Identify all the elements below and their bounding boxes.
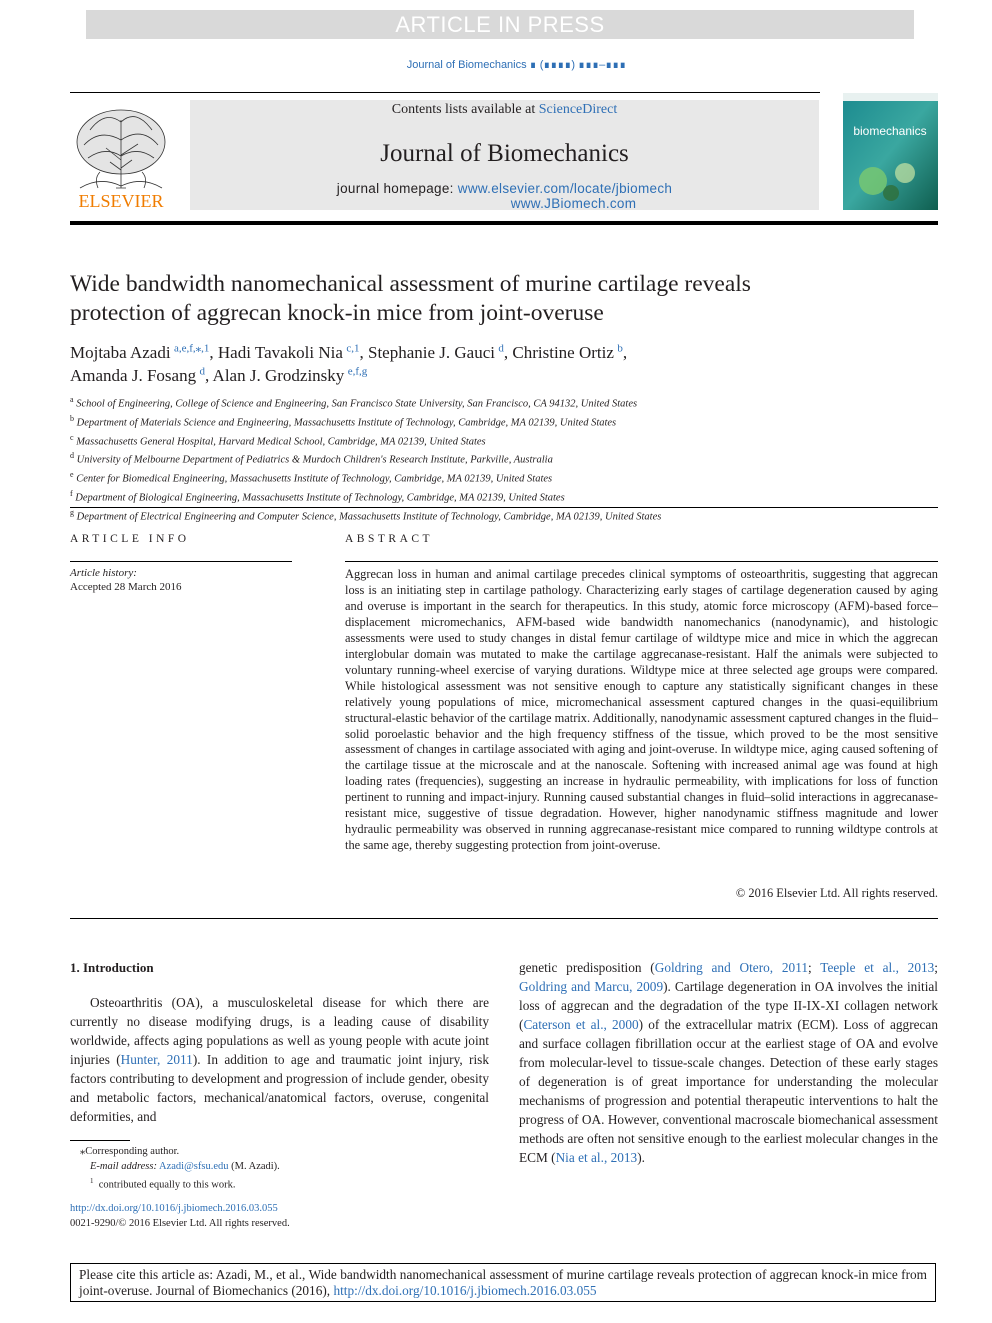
body-text-run: ) of the extracellular matrix (ECM). Loss of aggrecan and surface collagen fibrillation occur at the earliest stage of OA and evolve from molecular-level to tissue-scale changes. Detection of these early stages of degeneration is of great importance for understanding the molecular mechanisms of progression and potential therapeutic interventions to halt the progress of OA. However, conventional macroscale biomechanical assessment methods are often not sensitive enough to the earliest molecular changes in the ECM ( xyxy=(519,1017,938,1166)
article-history-label: Article history: xyxy=(70,567,137,579)
abstract-text: Aggrecan loss in human and animal cartilage precedes clinical symptoms of osteoarthritis, suggesting that aggrecan loss is an initiating step in cartilage pathology. Characterizing early stages of cartilage degeneration caused by aging and overuse is important in the search for therapeutics. In this study, atomic force microscopy (AFM)-based force–displacement micromechanics, AFM-based wide bandwidth nanomechanics (nanodynamic), and histologic assessments were used to study changes in distal femur cartilage of wildtype mice and mice in which the aggrecan interglobular domain was mutated to make the cartilage aggrecanase-resistant. Half the animals were subjected to voluntary running-wheel exercise of varying durations. Wildtype mice at three selected age groups were compared. While histological assessment was not sensitive enough to capture any statistically significant changes in these relatively young populations of mice, micromechanical assessment captured changes in the quasi-equilibrium structural-elastic behavior of the cartilage matrix. Additionally, nanodynamic assessment captured changes in the fluid–solid poroelastic behavior and the high frequency stiffness of the tissue, which proved to be the most sensitive assessment of changes in cartilage associated with aging and joint-overuse. In wildtype mice, aging caused softening of the cartilage tissue at the microscale and at the nanoscale. Softening with increased animal age was found at high loading rates (frequencies), suggesting an increase in hydraulic permeability, with implications for loss of function pertinent to running and impact-injury. Running caused substantial changes in fluid–solid interactions in aggrecanase-resistant mice, suggestive of tissue degradation. However, higher nanodynamic stiffness magnitude and lower hydraulic permeability was observed in running aggrecanase-resistant mice compared to running wildtype controls at the same age, thereby suggesting protection from joint-overuse. xyxy=(345,567,938,853)
author-affiliation-marks[interactable]: d xyxy=(199,365,205,378)
citation-doi-link[interactable]: http://dx.doi.org/10.1016/j.jbiomech.2016.03.055 xyxy=(333,1283,597,1298)
citation-box xyxy=(70,1263,936,1302)
elsevier-wordmark: ELSEVIER xyxy=(78,191,164,211)
affiliation-key: d xyxy=(70,451,74,461)
citation-link[interactable]: Goldring and Marcu, 2009 xyxy=(519,979,664,995)
affiliation-key: g xyxy=(70,507,74,517)
footnotes xyxy=(70,1145,489,1193)
article-info-heading: ARTICLE INFO xyxy=(70,533,190,545)
author-name[interactable]: Mojtaba Azadi xyxy=(70,343,171,362)
article-title: Wide bandwidth nanomechanical assessment of murine cartilage reveals protection of aggrecan knock-in mice from joint-overuse xyxy=(70,271,751,326)
author-name[interactable]: Christine Ortiz xyxy=(512,343,614,362)
affiliation-item xyxy=(70,506,938,525)
affiliation-key: b xyxy=(70,413,74,423)
affiliation-key: e xyxy=(70,470,74,480)
introduction-left-column xyxy=(70,993,489,1126)
author-affiliation-marks[interactable]: a,e,f,⁎,1 xyxy=(173,342,210,355)
homepage-link-elsevier[interactable]: www.elsevier.com/locate/jbiomech xyxy=(457,181,673,196)
doi-block xyxy=(70,1201,489,1231)
journal-cover-image xyxy=(843,93,938,210)
contents-line xyxy=(190,102,819,118)
affiliation-text: Center for Biomedical Engineering, Massachusetts Institute of Technology, Cambridge, MA 02139, United States xyxy=(73,473,553,485)
affiliation-item xyxy=(70,449,938,468)
email-suffix: (M. Azadi). xyxy=(228,1160,280,1172)
elsevier-logo xyxy=(70,100,172,212)
abstract-copyright: © 2016 Elsevier Ltd. All rights reserved. xyxy=(735,886,938,900)
cover-title: biomechanics xyxy=(853,124,927,138)
affiliation-item xyxy=(70,468,938,487)
affiliation-list xyxy=(70,393,938,525)
footnote-rule xyxy=(70,1140,130,1141)
issn-line: 0021-9290/© 2016 Elsevier Ltd. All rights reserved. xyxy=(70,1218,290,1229)
author-name[interactable]: Alan J. Grodzinsky xyxy=(212,366,345,385)
author-list: Mojtaba Azadi $^{a,e,f,⁎,1}$, Hadi Tavakoli Nia $^{c,1}$, Stephanie J. Gauci $^d$, Christine Ortiz $^b$, Amanda J. Fosang $^d$, Alan J. Grodzinsky $^{e,f,g}$ xyxy=(70,342,628,385)
sciencedirect-link[interactable]: ScienceDirect xyxy=(538,102,618,117)
abstract-bottom-rule xyxy=(70,918,938,919)
body-text-run: ; xyxy=(808,960,821,975)
affiliation-item xyxy=(70,487,938,506)
citation-link[interactable]: Caterson et al., 2000 xyxy=(523,1017,639,1033)
equal-contribution-note: contributed equally to this work. xyxy=(98,1179,236,1191)
affiliation-text: Department of Materials Science and Engineering, Massachusetts Institute of Technology, Cambridge, MA 02139, United States xyxy=(74,417,617,429)
affiliation-text: Department of Biological Engineering, Massachusetts Institute of Technology, Cambridge, MA 02139, United States xyxy=(72,492,565,504)
citation-link[interactable]: Teeple et al., 2013 xyxy=(820,960,935,975)
affiliation-text: University of Melbourne Department of Pediatrics & Murdoch Children's Research Institute, Parkville, Australia xyxy=(74,454,553,466)
affiliation-text: Massachusetts General Hospital, Harvard Medical School, Cambridge, MA 02139, United States xyxy=(73,436,486,448)
header-divider xyxy=(70,92,820,93)
author-email-link[interactable]: Azadi@sfsu.edu xyxy=(159,1160,229,1172)
citation-link[interactable]: Hunter, 2011 xyxy=(120,1052,193,1068)
body-text-run: genetic predisposition ( xyxy=(519,960,655,975)
homepage-link-jbiomech[interactable]: www.JBiomech.com xyxy=(510,196,637,211)
body-text-run: Osteoarthritis (OA), a musculoskeletal disease for which there are currently no disease modifying drugs, is a leading cause of disability worldwide, affects aging populations as well as young people with acute joint injuries ( xyxy=(70,995,489,1068)
affiliation-text: School of Engineering, College of Science and Engineering, San Francisco State University, San Francisco, CA 94132, United States xyxy=(73,398,638,410)
affiliation-item xyxy=(70,431,938,450)
author-name[interactable]: Amanda J. Fosang xyxy=(70,366,197,385)
abstract-rule xyxy=(345,561,938,562)
body-text-run: ). In addition to age and traumatic joint injury, risk factors contributing to development and progression of include gender, obesity and metabolic factors, mechanical/anatomical factors, overuse, congenital deformities, and xyxy=(70,1052,490,1125)
homepage-label: journal homepage: xyxy=(336,181,458,196)
author-affiliation-marks[interactable]: e,f,g xyxy=(347,365,368,378)
affiliation-key: c xyxy=(70,432,74,442)
journal-homepage xyxy=(190,181,819,211)
author-name[interactable]: Stephanie J. Gauci xyxy=(367,343,495,362)
citation-link[interactable]: Nia et al., 2013 xyxy=(555,1150,638,1166)
journal-reference-link[interactable]: Journal of Biomechanics ∎ (∎∎∎∎) ∎∎∎–∎∎∎ xyxy=(406,59,627,71)
introduction-right-column xyxy=(519,958,938,1168)
body-text-run: ). xyxy=(637,1150,645,1166)
affiliation-key: f xyxy=(70,488,73,498)
corresponding-author-note: Corresponding author. xyxy=(85,1146,180,1157)
author-name[interactable]: Hadi Tavakoli Nia xyxy=(217,343,343,362)
abstract-heading: ABSTRACT xyxy=(345,533,434,545)
author-affiliation-marks[interactable]: b xyxy=(617,342,623,355)
affiliation-text: Department of Electrical Engineering and Computer Science, Massachusetts Institute of Technology, Cambridge, MA 02139, United States xyxy=(74,511,662,523)
header-thick-rule xyxy=(70,221,938,225)
article-history-date: Accepted 28 March 2016 xyxy=(70,581,182,593)
affiliation-item xyxy=(70,393,938,412)
journal-title: Journal of Biomechanics xyxy=(380,140,629,167)
body-text-run: ; xyxy=(934,960,938,975)
section-divider xyxy=(70,507,938,508)
introduction-heading: 1. Introduction xyxy=(70,960,154,975)
article-in-press-banner: ARTICLE IN PRESS xyxy=(86,10,914,39)
citation-text: Please cite this article as: Azadi, M., et al., Wide bandwidth nanomechanical assessment of murine cartilage reveals protection of aggrecan knock-in mice from joint-overuse. Journal of Biomechanics (2016), xyxy=(79,1267,927,1298)
doi-link[interactable]: http://dx.doi.org/10.1016/j.jbiomech.2016.03.055 xyxy=(70,1203,278,1214)
corresponding-star: ⁎ xyxy=(80,1146,86,1157)
affiliation-key: a xyxy=(70,395,74,404)
author-affiliation-marks[interactable]: d xyxy=(498,342,504,355)
email-label: E-mail address: xyxy=(90,1160,157,1172)
citation-link[interactable]: Goldring and Otero, 2011 xyxy=(654,960,808,975)
equal-contribution-mark: 1 xyxy=(90,1177,94,1185)
affiliation-item xyxy=(70,412,938,431)
contents-prefix: Contents lists available at xyxy=(391,102,539,117)
article-info-rule xyxy=(70,561,292,562)
author-affiliation-marks[interactable]: c,1 xyxy=(346,342,360,355)
body-text-run: ). Cartilage degeneration in OA involves the initial loss of aggrecan and the degradation of the type II-IX-XI collagen network ( xyxy=(519,979,938,1033)
